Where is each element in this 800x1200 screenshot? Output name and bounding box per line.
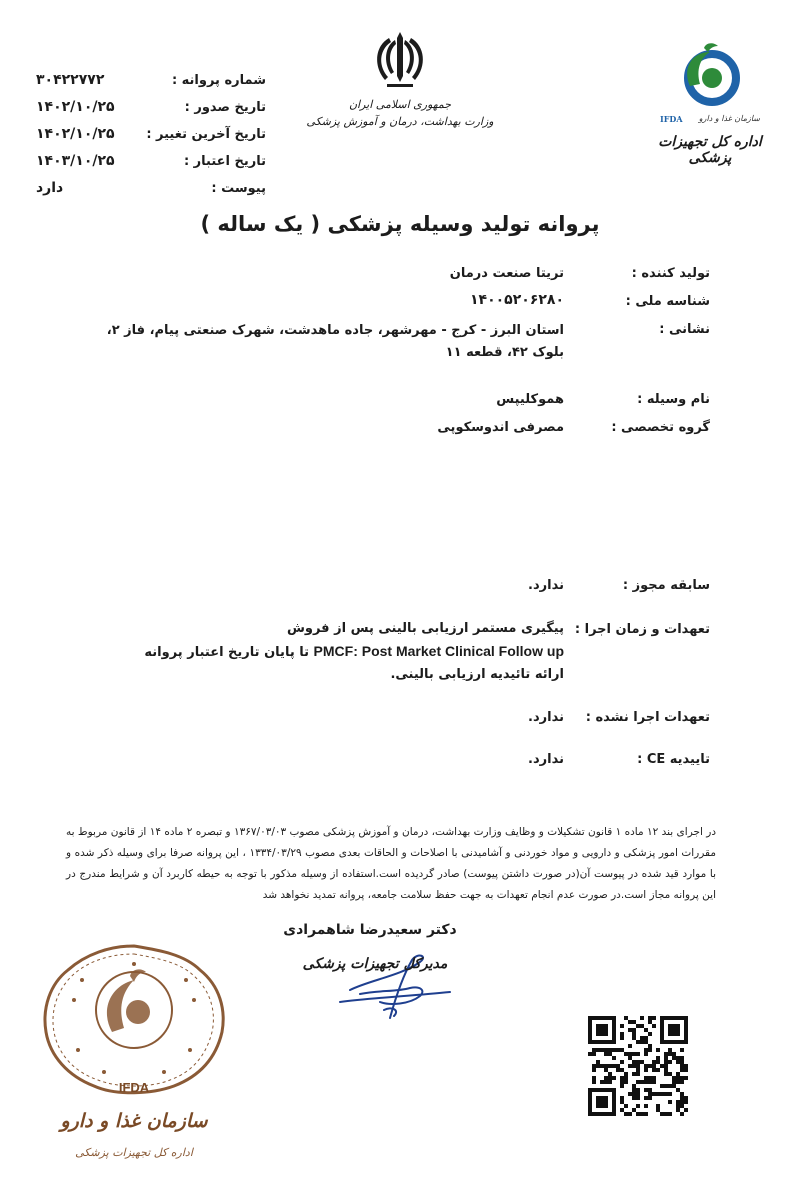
signatory-name: دکتر سعیدرضا شاهمرادی <box>283 922 457 938</box>
meta-license-no-label: شماره پروانه : <box>171 73 266 88</box>
ce-label: تاییدیه CE : <box>637 752 710 767</box>
specialty-group-label: گروه تخصصی : <box>611 420 710 435</box>
commitments-line-1: پیگیری مستمر ارزیابی بالینی پس از فروش <box>286 621 564 636</box>
specialty-group-value: مصرفی اندوسکوپی <box>437 420 564 435</box>
commitments-line-2-rest: تا پایان تاریخ اعتبار پروانه <box>144 645 309 660</box>
meta-issue-date-label: تاریخ صدور : <box>184 100 266 115</box>
meta-license-no-value: ۳۰۴۲۲۷۷۲ <box>36 72 105 88</box>
unfulfilled-value: ندارد. <box>528 710 564 725</box>
ifda-department-name: اداره کل تجهیزات پزشکی <box>658 134 762 166</box>
ifda-small-latin: IFDA <box>660 114 683 124</box>
address-label: نشانی : <box>659 322 710 337</box>
ifda-small-org: سازمان غذا و دارو <box>698 114 760 123</box>
commitments-value <box>104 618 564 686</box>
meta-issue-date <box>36 99 266 126</box>
meta-attachment <box>36 180 266 207</box>
national-id-value: ۱۴۰۰۵۲۰۶۲۸۰ <box>470 292 564 308</box>
iran-emblem-icon <box>365 26 435 96</box>
commitments-line-2 <box>104 640 564 664</box>
producer-value: تریتا صنعت درمان <box>449 266 564 281</box>
commitments-line-3: ارائه تائیدیه ارزیابی بالینی. <box>390 667 564 682</box>
device-name-label: نام وسیله : <box>637 392 710 407</box>
address-value: استان البرز - کرج - مهرشهر، جاده ماهدشت، شهرک صنعتی پیام، فاز ۲، بلوک ۴۲، قطعه ۱۱ <box>106 323 564 360</box>
meta-last-change <box>36 126 266 153</box>
national-id-label: شناسه ملی : <box>625 294 710 309</box>
license-history-value: ندارد. <box>528 578 564 593</box>
meta-last-change-value: ۱۴۰۲/۱۰/۲۵ <box>36 126 115 142</box>
ministry-name: وزارت بهداشت، درمان و آموزش پزشکی <box>306 115 494 128</box>
signatory-title: مدیرکل تجهیزات پزشکی <box>302 956 448 972</box>
legal-paragraph: در اجرای بند ۱۲ ماده ۱ قانون تشکیلات و وظایف وزارت بهداشت، درمان و آموزش پزشکی مصوب ۱۳۶۷/۰۳/۰۳ و تبصره ۲ ماده ۱۴ از قانون مربوط به مقررات امور پزشکی و دارویی و مواد خوردنی و آشامیدنی با اصلاحات و الحاقات بعدی مصوب ۱۳۳۴/۰۳/۲۹ ، این پروانه صرفا برای وسیله ذکر شده و با موارد قید شده در پیوست آن(در صورت داشتن پیوست) صادر گردیده است.استفاده از وسیله مذکور با توجه به حیطه کاربرد آن و شرایط مندرج در این پروانه مجاز است.در صورت عدم انجام تعهدات به جهت حفظ سلامت جامعه، پروانه تمدید نخواهد شد <box>66 826 716 901</box>
meta-valid-until-label: تاریخ اعتبار : <box>183 154 266 169</box>
document-title: پروانه تولید وسیله پزشکی ( یک ساله ) <box>200 212 600 236</box>
ce-value: ندارد. <box>528 752 564 767</box>
country-name: جمهوری اسلامی ایران <box>348 98 452 111</box>
meta-attachment-label: پیوست : <box>211 181 266 196</box>
meta-license-no <box>36 72 266 99</box>
seal-department: اداره کل تجهیزات پزشکی <box>75 1146 193 1159</box>
ifda-seal-icon <box>34 940 234 1100</box>
license-history-label: سابقه مجوز : <box>622 578 710 593</box>
seal-ifda-latin: IFDA <box>118 1080 150 1095</box>
ifda-header <box>640 40 780 166</box>
producer-label: تولید کننده : <box>631 266 710 281</box>
commitments-pmcf: PMCF: Post Market Clinical Follow up <box>313 643 564 659</box>
seal-org-name: سازمان غذا و دارو <box>60 1110 208 1132</box>
meta-valid-until-value: ۱۴۰۳/۱۰/۲۵ <box>36 153 115 169</box>
meta-valid-until <box>36 153 266 180</box>
qr-code-icon <box>588 1016 688 1116</box>
unfulfilled-label: تعهدات اجرا نشده : <box>585 710 710 725</box>
meta-last-change-label: تاریخ آخرین تغییر : <box>146 127 266 142</box>
device-name-value: هموکلیپس <box>496 392 564 407</box>
government-header <box>300 26 500 130</box>
license-meta <box>36 72 266 207</box>
signature-icon <box>300 940 460 1030</box>
meta-issue-date-value: ۱۴۰۲/۱۰/۲۵ <box>36 99 115 115</box>
ifda-logo-icon <box>670 40 750 110</box>
commitments-label: تعهدات و زمان اجرا : <box>574 622 710 637</box>
meta-attachment-value: دارد <box>36 180 64 196</box>
